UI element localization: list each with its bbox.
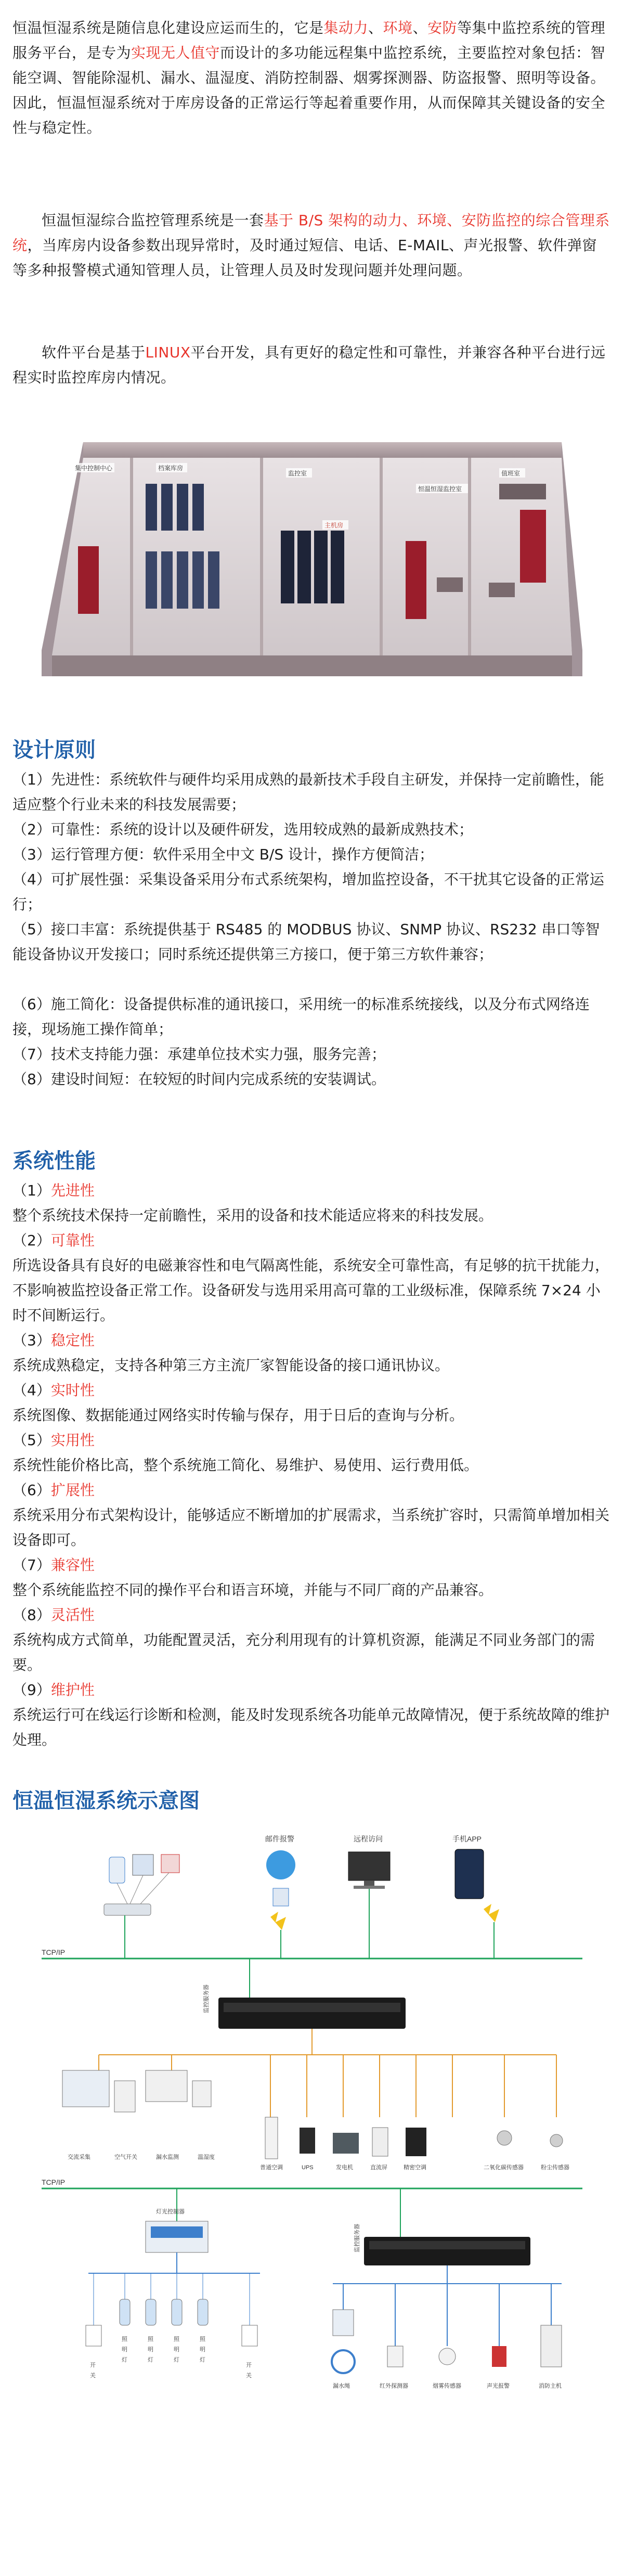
perf-desc-9: 系统运行可在线运行诊断和检测，能及时发现系统各功能单元故障情况，便于系统故障的维护处理。 [12, 1706, 610, 1748]
design-item-3: （3）运行管理方便：软件采用全中文 B/S 设计，操作方便简洁； [12, 846, 434, 863]
svg-text:明: 明 [174, 2347, 179, 2353]
email-alarm [265, 1835, 295, 1930]
perf-head-8: （8）灵活性 [12, 1606, 95, 1624]
perf-desc-4: 系统图像、数据能通过网络实时传输与保存，用于日后的查询与分析。 [12, 1407, 464, 1424]
svg-text:开: 开 [90, 2362, 96, 2368]
leak-rope-icon [332, 2350, 355, 2373]
svg-text:邮件报警: 邮件报警 [265, 1835, 294, 1843]
lightning-icon [270, 1912, 286, 1930]
svg-text:漏水监测: 漏水监测 [156, 2154, 179, 2160]
svg-text:精密空调: 精密空调 [404, 2165, 426, 2171]
svg-text:照: 照 [148, 2336, 153, 2342]
bulb-icon [120, 2299, 130, 2325]
svg-text:TCP/IP: TCP/IP [42, 1948, 66, 1956]
svg-text:明: 明 [200, 2347, 205, 2353]
svg-text:烟雾传感器: 烟雾传感器 [433, 2383, 461, 2389]
svg-text:档案库房: 档案库房 [158, 465, 184, 472]
server-room-illustration [42, 427, 582, 697]
svg-text:UPS: UPS [302, 2165, 314, 2171]
svg-text:监控室: 监控室 [288, 470, 307, 477]
mobile-app [452, 1835, 499, 1922]
svg-text:照: 照 [200, 2336, 205, 2342]
svg-text:粉尘传感器: 粉尘传感器 [541, 2165, 569, 2171]
intro-paragraph-3: 软件平台是基于LINUX平台开发，具有更好的稳定性和可靠性，并兼容各种平台进行远程实时监控库房内情况。 [12, 344, 606, 386]
smoke-sensor-icon [439, 2348, 456, 2365]
design-item-6: （6）施工简化：设备提供标准的通讯接口，采用统一的标准系统接线，以及分布式网络连接，现场施工操作简单； [12, 996, 590, 1038]
fire-host-icon [541, 2325, 562, 2367]
perf-head-9: （9）维护性 [12, 1681, 95, 1698]
svg-text:手机APP: 手机APP [452, 1835, 482, 1843]
perf-desc-1: 整个系统技术保持一定前瞻性，采用的设备和技术能适应将来的科技发展。 [12, 1207, 493, 1224]
perf-head-4: （4）实时性 [12, 1382, 95, 1399]
perf-head-5: （5）实用性 [12, 1432, 95, 1449]
lighting-controller [146, 2208, 208, 2252]
air-conditioner-icon [265, 2117, 278, 2159]
svg-text:明: 明 [148, 2347, 153, 2353]
svg-text:灯光控制器: 灯光控制器 [156, 2209, 185, 2215]
svg-text:明: 明 [122, 2347, 127, 2353]
svg-text:声光报警: 声光报警 [487, 2383, 510, 2389]
intro-paragraph-2: 恒温恒湿综合监控管理系统是一套基于 B/S 架构的动力、环境、安防监控的综合管理系统，当库房内设备参数出现异常时，及时通过短信、电话、E-MAIL、声光报警、软件弹窗等多种报警模式通知管理人员，让管理人员及时发现问题并处理问题。 [12, 212, 610, 279]
svg-text:灯: 灯 [174, 2357, 179, 2363]
svg-text:交流采集: 交流采集 [68, 2154, 90, 2160]
svg-text:发电机: 发电机 [336, 2165, 353, 2171]
red-cabinet [78, 546, 99, 614]
monitoring-server-1 [218, 1998, 406, 2029]
svg-text:照: 照 [174, 2336, 179, 2342]
svg-text:远程访问: 远程访问 [354, 1835, 383, 1843]
design-item-5: （5）接口丰富：系统提供基于 RS485 的 MODBUS 协议、SNMP 协议、RS232 串口等智能设备协议开发接口；同时系统还提供第三方接口，便于第三方软件兼容； [12, 921, 600, 963]
perf-desc-3: 系统成熟稳定，支持各种第三方主流厂家智能设备的接口通讯协议。 [12, 1357, 450, 1374]
design-item-4: （4）可扩展性强：采集设备采用分布式系统架构，增加监控设备，不干扰其它设备的正常运行； [12, 871, 604, 913]
svg-text:普通空调: 普通空调 [260, 2165, 283, 2171]
svg-text:恒温恒湿监控室: 恒温恒湿监控室 [418, 485, 462, 493]
design-item-2: （2）可靠性：系统的设计以及硬件研发，选用较成熟的最新成熟技术； [12, 821, 473, 838]
svg-text:消防主机: 消防主机 [539, 2383, 562, 2389]
perf-desc-7: 整个系统能监控不同的操作平台和语言环境，并能与不同厂商的产品兼容。 [12, 1581, 493, 1599]
design-item-1: （1）先进性：系统软件与硬件均采用成熟的最新技术手段自主研发，并保持一定前瞻性，能适应整个行业未来的科技发展需要； [12, 771, 604, 813]
remote-access [348, 1835, 390, 1889]
svg-text:漏水绳: 漏水绳 [333, 2383, 350, 2389]
lights-row [86, 2273, 257, 2346]
design-title: 设计原则 [12, 738, 96, 762]
router-icon [104, 1904, 151, 1915]
back-wall [83, 442, 562, 458]
svg-text:温湿度: 温湿度 [198, 2154, 215, 2160]
svg-text:灯: 灯 [148, 2357, 153, 2363]
design-item-8: （8）建设时间短：在较短的时间内完成系统的安装调试。 [12, 1071, 386, 1088]
device-row-1-labels [68, 2153, 569, 2171]
svg-text:灯: 灯 [122, 2357, 127, 2363]
alarm-icon [492, 2346, 506, 2367]
perf-desc-5: 系统性能价格比高，整个系统施工简化、易维护、易使用、运行费用低。 [12, 1457, 479, 1474]
svg-text:集中控制中心: 集中控制中心 [75, 465, 113, 472]
phone-icon [455, 1849, 484, 1899]
system-diagram [42, 1826, 582, 2565]
perf-head-7: （7）兼容性 [12, 1556, 95, 1574]
perf-desc-6: 系统采用分布式架构设计，能够适应不断增加的扩展需求，当系统扩容时，只需简单增加相关设备即可。 [12, 1506, 610, 1549]
svg-text:红外探测器: 红外探测器 [380, 2383, 408, 2389]
svg-text:监控服务器: 监控服务器 [203, 1985, 210, 2013]
email-icon [266, 1850, 295, 1879]
svg-text:二氧化碳传感器: 二氧化碳传感器 [484, 2165, 524, 2171]
switch-icon [86, 2325, 101, 2346]
svg-text:开: 开 [246, 2362, 252, 2368]
svg-text:空气开关: 空气开关 [114, 2154, 137, 2160]
diagram-title: 恒温恒湿系统示意图 [12, 1789, 200, 1813]
design-item-7: （7）技术支持能力强：承建单位技术实力强，服务完善； [12, 1046, 386, 1063]
monitor-icon [348, 1852, 390, 1881]
performance-title: 系统性能 [12, 1149, 96, 1173]
svg-text:灯: 灯 [200, 2357, 205, 2363]
perf-desc-8: 系统构成方式简单，功能配置灵活，充分利用现有的计算机资源，能满足不同业务部门的需要。 [12, 1631, 595, 1673]
svg-text:值班室: 值班室 [501, 470, 521, 477]
server-room-svg [42, 427, 582, 697]
perf-desc-2: 所选设备具有良好的电磁兼容性和电气隔离性能，系统安全可靠性高，有足够的抗干扰能力，不影响被监控设备正常工作。设备研发与选用采用高可靠的工业级标准，保障系统 7×24 小时不间断运行。 [12, 1257, 610, 1324]
top-clients [104, 1854, 179, 1915]
perf-head-2: （2）可靠性 [12, 1232, 95, 1249]
svg-text:直流屏: 直流屏 [370, 2165, 387, 2171]
front-wall [52, 655, 572, 676]
svg-text:监控服务器: 监控服务器 [354, 2224, 360, 2252]
lights-labels [90, 2336, 252, 2379]
intro-paragraph-1: 恒温恒湿系统是随信息化建设应运而生的，它是集动力、环境、安防等集中监控系统的管理服务平台，是专为实现无人值守而设计的多功能远程集中监控系统，主要监控对象包括：智能空调、智能除湿机、漏水、温湿度、消防控制器、烟雾探测器、防盗报警、照明等设备。因此，恒温恒湿系统对于库房设备的正常运行等起着重要作用，从而保障其关键设备的安全性与稳定性。 [12, 19, 606, 136]
svg-text:主机房: 主机房 [324, 522, 344, 529]
perf-head-6: （6）扩展性 [12, 1482, 95, 1499]
svg-text:关: 关 [90, 2373, 96, 2379]
device-row-2-labels [333, 2382, 562, 2389]
svg-text:关: 关 [246, 2373, 252, 2379]
perf-head-1: （1）先进性 [12, 1182, 95, 1199]
svg-text:照: 照 [122, 2336, 127, 2342]
device-row-1 [62, 2070, 563, 2159]
perf-head-3: （3）稳定性 [12, 1332, 95, 1349]
svg-text:TCP/IP: TCP/IP [42, 2178, 66, 2186]
